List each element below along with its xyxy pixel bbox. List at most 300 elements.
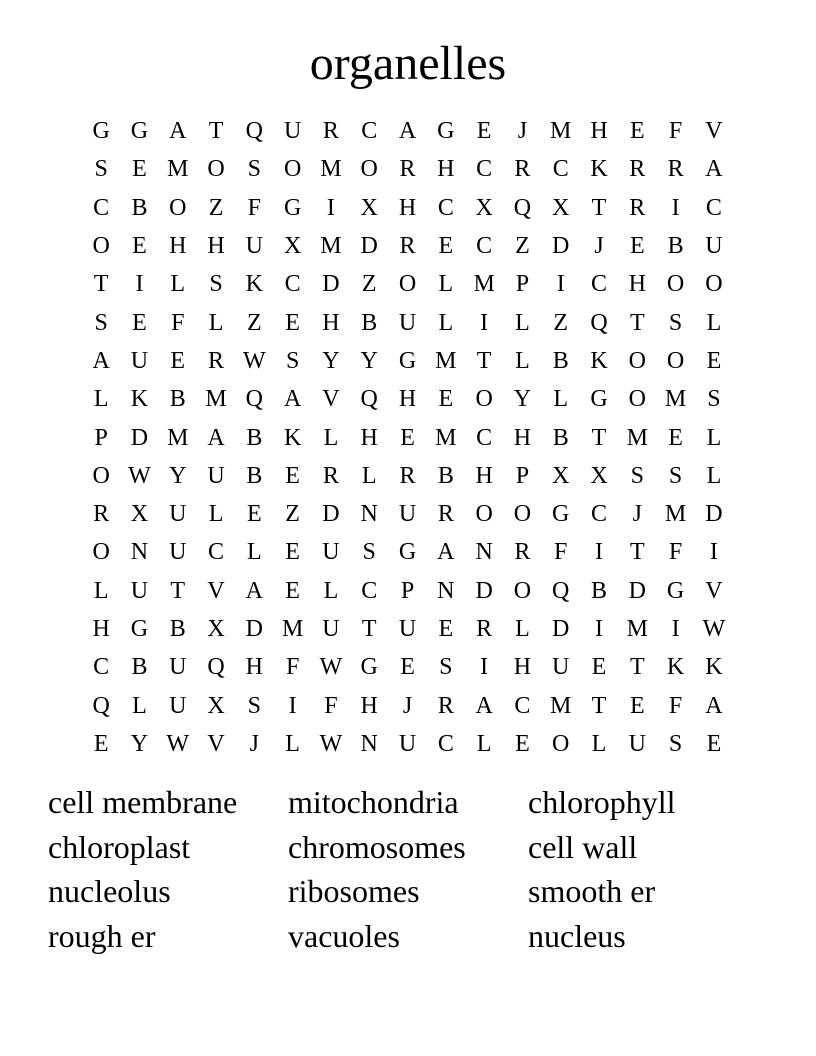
grid-letter[interactable]: E — [93, 730, 109, 757]
grid-letter[interactable]: A — [92, 347, 110, 374]
grid-letter[interactable]: O — [628, 386, 646, 413]
grid-letter[interactable]: R — [322, 462, 339, 489]
grid-letter[interactable]: O — [552, 730, 570, 757]
grid-letter[interactable]: C — [476, 233, 493, 260]
grid-letter[interactable]: W — [319, 730, 343, 757]
grid-letter[interactable]: E — [400, 424, 415, 451]
grid-letter[interactable]: V — [207, 577, 225, 604]
grid-letter[interactable]: E — [438, 233, 454, 260]
grid-letter[interactable]: D — [628, 577, 646, 604]
grid-letter[interactable]: H — [475, 462, 493, 489]
grid-letter[interactable]: Q — [92, 692, 110, 719]
grid-letter[interactable]: G — [283, 194, 302, 221]
grid-letter[interactable]: X — [130, 501, 149, 528]
grid-letter[interactable]: V — [705, 118, 723, 145]
grid-letter[interactable]: E — [285, 539, 300, 566]
grid-letter[interactable]: A — [705, 156, 723, 183]
grid-letter[interactable]: U — [169, 654, 187, 681]
grid-letter[interactable]: T — [170, 577, 186, 604]
grid-letter[interactable]: Z — [515, 233, 530, 260]
grid-letter[interactable]: L — [553, 386, 569, 413]
grid-letter[interactable]: G — [92, 118, 110, 145]
grid-letter[interactable]: F — [668, 539, 683, 566]
grid-letter[interactable]: O — [628, 347, 646, 374]
grid-letter[interactable]: L — [706, 462, 722, 489]
grid-letter[interactable]: L — [323, 577, 339, 604]
grid-letter[interactable]: K — [590, 347, 608, 374]
grid-letter[interactable]: Z — [247, 309, 262, 336]
grid-letter[interactable]: L — [515, 347, 530, 374]
grid-letter[interactable]: A — [437, 539, 455, 566]
grid-letter[interactable]: J — [594, 233, 604, 260]
grid-letter[interactable]: O — [92, 539, 110, 566]
grid-letter[interactable]: O — [705, 271, 723, 298]
grid-letter[interactable]: S — [247, 156, 262, 183]
grid-letter[interactable]: T — [591, 194, 607, 221]
grid-letter[interactable]: N — [475, 539, 493, 566]
grid-letter[interactable]: U — [705, 233, 723, 260]
grid-letter[interactable]: R — [437, 692, 454, 719]
grid-letter[interactable]: S — [362, 539, 376, 566]
grid-letter[interactable]: L — [132, 692, 147, 719]
grid-letter[interactable]: G — [666, 577, 685, 604]
grid-letter[interactable]: B — [169, 616, 186, 642]
grid-letter[interactable]: I — [288, 692, 297, 719]
grid-letter[interactable]: K — [666, 654, 685, 681]
grid-letter[interactable]: O — [475, 386, 493, 413]
word-list-item: cell wall — [528, 828, 638, 865]
grid-letter[interactable]: Y — [322, 347, 340, 374]
grid-letter[interactable]: U — [398, 730, 417, 757]
grid-letter[interactable]: T — [629, 654, 645, 681]
grid-letter[interactable]: N — [437, 577, 455, 604]
grid-letter[interactable]: E — [400, 654, 415, 681]
grid-letter[interactable]: A — [245, 577, 263, 604]
word-list-item: smooth er — [528, 873, 656, 910]
grid-letter[interactable]: M — [320, 156, 342, 183]
grid-letter[interactable]: X — [552, 462, 570, 489]
grid-letter[interactable]: C — [437, 194, 454, 221]
grid-letter[interactable]: X — [283, 233, 302, 260]
grid-letter[interactable]: I — [671, 616, 680, 642]
grid-letter[interactable]: L — [323, 424, 339, 451]
grid-letter[interactable]: S — [668, 309, 683, 336]
grid-letter[interactable]: N — [130, 539, 149, 566]
grid-letter[interactable]: X — [590, 462, 608, 489]
grid-letter[interactable]: E — [515, 730, 530, 757]
grid-letter[interactable]: W — [243, 347, 266, 374]
grid-letter[interactable]: M — [664, 501, 687, 528]
grid-letter[interactable]: E — [438, 386, 454, 413]
grid-letter[interactable]: L — [247, 539, 262, 566]
grid-letter[interactable]: Q — [245, 386, 263, 413]
grid-letter[interactable]: R — [208, 347, 225, 374]
grid-letter[interactable]: F — [171, 309, 185, 336]
grid-letter[interactable]: V — [207, 730, 225, 757]
grid-letter[interactable]: S — [247, 692, 262, 719]
grid-letter[interactable]: R — [93, 501, 110, 528]
grid-letter[interactable]: K — [590, 156, 608, 183]
grid-letter[interactable]: G — [360, 654, 378, 681]
letter-grid — [82, 112, 733, 763]
grid-letter[interactable]: L — [208, 309, 224, 336]
grid-letter[interactable]: C — [284, 271, 301, 298]
grid-letter[interactable]: L — [438, 271, 454, 298]
grid-letter[interactable]: S — [94, 156, 108, 183]
grid-letter[interactable]: F — [324, 692, 338, 719]
grid-letter[interactable]: U — [207, 462, 225, 489]
grid-letter[interactable]: E — [170, 347, 186, 374]
grid-letter[interactable]: E — [476, 118, 492, 145]
grid-letter[interactable]: T — [361, 616, 377, 642]
grid-letter[interactable]: E — [132, 233, 147, 260]
grid-letter[interactable]: U — [398, 501, 417, 528]
grid-letter[interactable]: L — [476, 730, 492, 757]
grid-letter[interactable]: G — [398, 347, 417, 374]
grid-letter[interactable]: B — [246, 462, 263, 489]
grid-letter[interactable]: D — [322, 271, 340, 298]
grid-letter[interactable]: B — [169, 386, 186, 413]
grid-letter[interactable]: Q — [245, 118, 263, 145]
word-list-item: rough er — [48, 918, 156, 955]
grid-letter[interactable]: U — [322, 539, 340, 566]
grid-letter[interactable]: B — [552, 347, 569, 374]
grid-letter[interactable]: K — [283, 424, 302, 451]
grid-letter[interactable]: E — [591, 654, 607, 681]
grid-letter[interactable]: D — [130, 424, 149, 451]
grid-letter[interactable]: V — [322, 386, 340, 413]
grid-letter[interactable]: I — [556, 271, 565, 298]
grid-letter[interactable]: D — [475, 577, 493, 604]
grid-letter[interactable]: L — [515, 616, 530, 642]
word-list-item: vacuoles — [288, 918, 400, 955]
grid-letter[interactable]: R — [399, 156, 416, 183]
grid-letter[interactable]: H — [92, 616, 110, 642]
grid-letter[interactable]: B — [552, 424, 569, 451]
grid-letter[interactable]: I — [671, 194, 680, 221]
grid-letter[interactable]: U — [169, 692, 187, 719]
grid-letter[interactable]: B — [246, 424, 263, 451]
grid-letter[interactable]: Y — [130, 730, 149, 757]
grid-letter[interactable]: E — [629, 233, 645, 260]
grid-letter[interactable]: J — [632, 501, 642, 528]
grid-letter[interactable]: C — [361, 577, 378, 604]
grid-letter[interactable]: J — [402, 692, 413, 719]
grid-letter[interactable]: E — [132, 156, 147, 183]
grid-letter[interactable]: K — [130, 386, 149, 413]
grid-letter[interactable]: W — [702, 616, 726, 642]
grid-letter[interactable]: L — [93, 577, 109, 604]
grid-letter[interactable]: Q — [360, 386, 378, 413]
grid-letter[interactable]: M — [550, 118, 572, 145]
grid-letter[interactable]: A — [398, 118, 417, 145]
grid-letter[interactable]: L — [170, 271, 186, 298]
grid-letter[interactable]: O — [92, 462, 110, 489]
grid-letter[interactable]: T — [476, 347, 492, 374]
grid-letter[interactable]: R — [437, 501, 454, 528]
grid-letter[interactable]: R — [399, 462, 416, 489]
grid-letter[interactable]: W — [166, 730, 190, 757]
grid-letter[interactable]: R — [514, 156, 531, 183]
grid-letter[interactable]: G — [552, 501, 570, 528]
grid-letter[interactable]: M — [626, 616, 648, 642]
grid-letter[interactable]: E — [668, 424, 683, 451]
grid-letter[interactable]: M — [626, 424, 648, 451]
grid-letter[interactable]: R — [667, 156, 684, 183]
grid-letter[interactable]: H — [398, 386, 417, 413]
grid-letter[interactable]: M — [435, 424, 457, 451]
grid-letter[interactable]: G — [130, 616, 149, 642]
grid-letter[interactable]: Z — [285, 501, 300, 528]
grid-letter[interactable]: R — [322, 118, 339, 145]
grid-letter[interactable]: L — [591, 730, 607, 757]
grid-letter[interactable]: L — [93, 386, 109, 413]
grid-letter[interactable]: O — [169, 194, 187, 221]
word-list-item: nucleolus — [48, 873, 171, 910]
grid-letter[interactable]: R — [399, 233, 416, 260]
grid-letter[interactable]: C — [591, 501, 608, 528]
grid-letter[interactable]: T — [591, 692, 607, 719]
grid-letter[interactable]: U — [552, 654, 570, 681]
grid-letter[interactable]: C — [93, 654, 110, 681]
grid-letter[interactable]: M — [167, 156, 189, 183]
grid-letter[interactable]: V — [705, 577, 723, 604]
grid-letter[interactable]: E — [629, 692, 645, 719]
grid-letter[interactable]: P — [94, 424, 108, 451]
grid-letter[interactable]: J — [249, 730, 259, 757]
grid-letter[interactable]: D — [322, 501, 340, 528]
grid-letter[interactable]: L — [515, 309, 530, 336]
grid-letter[interactable]: M — [435, 347, 457, 374]
grid-letter[interactable]: I — [709, 539, 718, 566]
grid-letter[interactable]: Z — [361, 271, 377, 298]
grid-letter[interactable]: C — [437, 730, 454, 757]
grid-letter[interactable]: F — [285, 654, 300, 681]
word-list-item: nucleus — [528, 918, 626, 955]
grid-letter[interactable]: U — [283, 118, 302, 145]
grid-letter[interactable]: D — [360, 233, 378, 260]
grid-letter[interactable]: T — [208, 118, 224, 145]
grid-letter[interactable]: C — [705, 194, 722, 221]
grid-letter[interactable]: S — [707, 386, 721, 413]
grid-letter[interactable]: Z — [208, 194, 224, 221]
grid-letter[interactable]: L — [285, 730, 300, 757]
grid-letter[interactable]: H — [360, 424, 378, 451]
grid-letter[interactable]: H — [398, 194, 417, 221]
grid-letter[interactable]: U — [398, 616, 417, 642]
grid-letter[interactable]: L — [438, 309, 454, 336]
grid-letter[interactable]: U — [169, 501, 187, 528]
grid-letter[interactable]: O — [92, 233, 110, 260]
grid-letter[interactable]: C — [476, 424, 493, 451]
grid-letter[interactable]: L — [706, 309, 722, 336]
grid-letter[interactable]: C — [514, 692, 531, 719]
word-list-item: chloroplast — [48, 828, 191, 865]
grid-letter[interactable]: P — [515, 271, 530, 298]
grid-letter[interactable]: O — [666, 271, 685, 298]
grid-letter[interactable]: S — [94, 309, 108, 336]
grid-letter[interactable]: H — [322, 309, 340, 336]
grid-letter[interactable]: B — [437, 462, 454, 489]
grid-letter[interactable]: M — [167, 424, 189, 451]
grid-letter[interactable]: E — [629, 118, 645, 145]
grid-letter[interactable]: R — [514, 539, 531, 566]
grid-letter[interactable]: K — [245, 271, 263, 298]
grid-letter[interactable]: K — [705, 654, 723, 681]
grid-letter[interactable]: E — [285, 577, 300, 604]
grid-letter[interactable]: F — [668, 118, 683, 145]
grid-letter[interactable]: I — [595, 616, 603, 642]
grid-letter[interactable]: X — [475, 194, 493, 221]
grid-letter[interactable]: L — [706, 424, 722, 451]
grid-letter[interactable]: Y — [169, 462, 187, 489]
grid-letter[interactable]: I — [135, 271, 144, 298]
grid-letter[interactable]: M — [473, 271, 495, 298]
grid-letter[interactable]: G — [398, 539, 417, 566]
grid-letter[interactable]: I — [595, 539, 603, 566]
grid-letter[interactable]: B — [361, 309, 378, 336]
grid-letter[interactable]: R — [629, 156, 646, 183]
grid-letter[interactable]: H — [437, 156, 455, 183]
grid-letter[interactable]: I — [480, 654, 489, 681]
grid-letter[interactable]: G — [590, 386, 608, 413]
grid-letter[interactable]: X — [552, 194, 570, 221]
grid-letter[interactable]: H — [590, 118, 608, 145]
grid-letter[interactable]: R — [629, 194, 646, 221]
grid-letter[interactable]: C — [208, 539, 225, 566]
grid-letter[interactable]: M — [320, 233, 342, 260]
grid-letter[interactable]: A — [169, 118, 187, 145]
grid-letter[interactable]: M — [281, 616, 304, 642]
grid-letter[interactable]: S — [668, 462, 683, 489]
grid-letter[interactable]: E — [438, 616, 454, 642]
grid-letter[interactable]: X — [207, 616, 225, 642]
grid-letter[interactable]: U — [169, 539, 187, 566]
grid-letter[interactable]: L — [361, 462, 377, 489]
grid-letter[interactable]: H — [513, 424, 532, 451]
grid-letter[interactable]: Y — [360, 347, 378, 374]
grid-letter[interactable]: Z — [553, 309, 569, 336]
grid-letter[interactable]: Q — [207, 654, 225, 681]
grid-letter[interactable]: U — [628, 730, 646, 757]
grid-letter[interactable]: Q — [590, 309, 608, 336]
grid-letter[interactable]: M — [205, 386, 227, 413]
grid-letter[interactable]: M — [664, 386, 687, 413]
grid-letter[interactable]: X — [207, 692, 225, 719]
grid-letter[interactable]: J — [517, 118, 528, 145]
grid-letter[interactable]: W — [128, 462, 151, 489]
grid-letter[interactable]: G — [437, 118, 455, 145]
grid-letter[interactable]: G — [130, 118, 149, 145]
grid-letter[interactable]: E — [247, 501, 262, 528]
grid-letter[interactable]: O — [666, 347, 685, 374]
grid-letter[interactable]: A — [283, 386, 302, 413]
grid-letter[interactable]: O — [513, 577, 532, 604]
grid-letter[interactable]: P — [400, 577, 415, 604]
grid-letter[interactable]: O — [360, 156, 378, 183]
grid-letter[interactable]: E — [132, 309, 147, 336]
grid-letter[interactable]: A — [705, 692, 723, 719]
grid-letter[interactable]: H — [245, 654, 263, 681]
grid-letter[interactable]: S — [439, 654, 453, 681]
grid-letter[interactable]: P — [515, 462, 530, 489]
grid-letter[interactable]: U — [322, 616, 340, 642]
grid-letter[interactable]: M — [550, 692, 572, 719]
grid-letter[interactable]: D — [705, 501, 723, 528]
grid-letter[interactable]: S — [209, 271, 223, 298]
grid-letter[interactable]: F — [247, 194, 262, 221]
grid-letter[interactable]: A — [207, 424, 225, 451]
grid-letter[interactable]: E — [706, 347, 722, 374]
grid-letter[interactable]: C — [591, 271, 608, 298]
grid-letter[interactable]: E — [706, 730, 722, 757]
grid-letter[interactable]: R — [476, 616, 493, 642]
grid-letter[interactable]: I — [480, 309, 489, 336]
grid-letter[interactable]: U — [245, 233, 263, 260]
word-list-item: cell membrane — [48, 784, 238, 820]
grid-letter[interactable]: D — [552, 616, 570, 642]
grid-letter[interactable]: I — [326, 194, 335, 221]
grid-letter[interactable]: S — [630, 462, 644, 489]
grid-letter[interactable]: U — [398, 309, 417, 336]
grid-letter[interactable]: L — [208, 501, 224, 528]
grid-letter[interactable]: O — [283, 156, 302, 183]
grid-letter[interactable]: F — [668, 692, 683, 719]
grid-letter[interactable]: S — [668, 730, 683, 757]
grid-letter[interactable]: C — [476, 156, 493, 183]
grid-letter[interactable]: F — [554, 539, 568, 566]
grid-letter[interactable]: C — [361, 118, 378, 145]
grid-letter[interactable]: H — [628, 271, 646, 298]
grid-letter[interactable]: D — [552, 233, 570, 260]
grid-letter[interactable]: H — [360, 692, 378, 719]
grid-letter[interactable]: O — [207, 156, 225, 183]
grid-letter[interactable]: O — [398, 271, 417, 298]
grid-letter[interactable]: E — [285, 462, 300, 489]
grid-letter[interactable]: U — [130, 347, 149, 374]
grid-letter[interactable]: C — [552, 156, 569, 183]
grid-letter[interactable]: B — [667, 233, 684, 260]
grid-letter[interactable]: T — [629, 309, 645, 336]
grid-letter[interactable]: D — [245, 616, 263, 642]
grid-letter[interactable]: X — [360, 194, 378, 221]
grid-letter[interactable]: Q — [552, 577, 570, 604]
grid-letter[interactable]: B — [591, 577, 608, 604]
grid-letter[interactable]: Y — [513, 386, 532, 413]
grid-letter[interactable]: T — [93, 271, 109, 298]
grid-letter[interactable]: H — [207, 233, 225, 260]
grid-letter[interactable]: H — [513, 654, 532, 681]
grid-letter[interactable]: E — [285, 309, 300, 336]
grid-letter[interactable]: S — [285, 347, 300, 374]
grid-letter[interactable]: T — [591, 424, 607, 451]
grid-letter[interactable]: N — [360, 730, 378, 757]
grid-letter[interactable]: Q — [513, 194, 532, 221]
grid-letter[interactable]: B — [131, 194, 148, 221]
grid-letter[interactable]: W — [319, 654, 343, 681]
word-list-item: chlorophyll — [528, 784, 676, 820]
grid-letter[interactable]: C — [93, 194, 110, 221]
grid-letter[interactable]: U — [130, 577, 149, 604]
grid-letter[interactable]: B — [131, 654, 148, 681]
grid-letter[interactable]: O — [475, 501, 493, 528]
grid-letter[interactable]: H — [169, 233, 187, 260]
grid-letter[interactable]: A — [475, 692, 493, 719]
grid-letter[interactable]: T — [629, 539, 645, 566]
grid-letter[interactable]: N — [360, 501, 378, 528]
word-list — [48, 780, 768, 959]
grid-letter[interactable]: O — [513, 501, 532, 528]
